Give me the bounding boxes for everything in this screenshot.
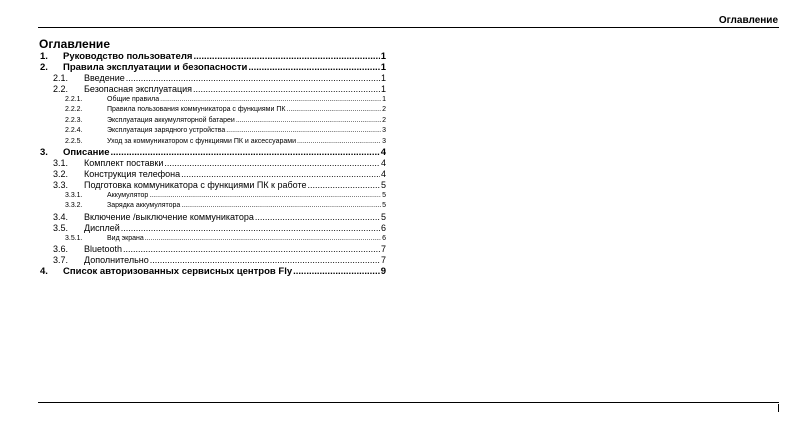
- toc-entry-number: 2.2.: [53, 84, 69, 94]
- toc-entry-page: 4: [380, 147, 386, 159]
- toc-entry-page: 4: [380, 158, 386, 169]
- toc-entry-title: Безопасная эксплуатация: [84, 84, 193, 94]
- header-divider: [38, 27, 779, 28]
- toc-entry-title: Дополнительно: [84, 255, 149, 266]
- toc-entry-number: 2.2.4.: [65, 127, 83, 135]
- toc-entry-page: 2: [382, 106, 386, 114]
- toc-entry-number: 3.5.: [53, 222, 69, 233]
- toc-entry[interactable]: [39, 116, 386, 126]
- toc-heading: Оглавление: [39, 37, 110, 51]
- toc-entry-page: 1: [380, 62, 386, 73]
- toc-entry-number: 3.6.: [53, 244, 69, 255]
- toc-entry-page: 1: [382, 96, 386, 103]
- toc-entry-page: 1: [380, 84, 386, 94]
- toc-entry-page: 5: [382, 202, 386, 210]
- toc-entry-number: 2.2.3.: [65, 116, 83, 124]
- toc-entry-number: 3.3.1.: [65, 192, 83, 200]
- toc-entry-title: Bluetooth: [84, 244, 123, 255]
- toc-entry-number: 3.4.: [53, 211, 69, 222]
- toc-entry[interactable]: [39, 255, 386, 266]
- toc-dot-leader: [123, 244, 380, 255]
- toc-entry[interactable]: [39, 137, 386, 147]
- toc-entry[interactable]: [39, 191, 386, 201]
- toc-entry-number: 3.3.2.: [65, 202, 83, 210]
- toc-entry[interactable]: [39, 105, 386, 115]
- toc-entry-page: 3: [382, 127, 386, 135]
- toc-entry-title: Аккумулятор: [107, 192, 149, 200]
- toc-entry-page: 6: [382, 234, 386, 242]
- toc-entry-title: Включение /выключение коммуникатора: [84, 211, 254, 222]
- toc-entry-page: 1: [380, 73, 386, 83]
- toc-entry[interactable]: [39, 180, 386, 191]
- toc-entry[interactable]: [39, 266, 386, 277]
- toc-dot-leader: [111, 147, 380, 158]
- toc-entry-title: Зарядка аккумулятора: [107, 202, 181, 210]
- toc-entry-page: 7: [380, 244, 386, 255]
- toc-entry-title: Конструкция телефона: [84, 169, 181, 180]
- toc-entry-number: 4.: [40, 266, 48, 278]
- toc-entry[interactable]: [39, 201, 386, 211]
- toc-entry-title: Эксплуатация аккумуляторной батареи: [107, 116, 235, 124]
- toc-entry-number: 3.: [40, 147, 48, 159]
- toc-entry-number: 2.: [40, 62, 48, 73]
- toc-entry-number: 3.1.: [53, 158, 69, 169]
- toc-dot-leader: [181, 169, 380, 180]
- toc-entry-title: Комплект поставки: [84, 158, 164, 169]
- toc-entry[interactable]: [39, 51, 386, 62]
- toc-entry-title: Правила пользования коммуникатора с функциями ПК: [107, 106, 286, 114]
- table-of-contents: [39, 51, 386, 277]
- toc-entry[interactable]: [39, 126, 386, 136]
- toc-entry-number: 3.2.: [53, 169, 69, 180]
- toc-dot-leader: [286, 105, 381, 115]
- toc-dot-leader: [236, 116, 381, 126]
- toc-entry[interactable]: [39, 147, 386, 158]
- toc-entry-page: 1: [380, 51, 386, 62]
- toc-entry[interactable]: [39, 73, 386, 84]
- toc-entry-page: 7: [380, 255, 386, 266]
- toc-entry[interactable]: [39, 244, 386, 255]
- toc-entry-title: Руководство пользователя: [63, 51, 193, 62]
- toc-dot-leader: [193, 84, 380, 95]
- toc-entry-title: Общие правила: [107, 96, 160, 103]
- toc-dot-leader: [248, 62, 379, 73]
- toc-entry-number: 2.1.: [53, 73, 69, 83]
- toc-dot-leader: [126, 73, 380, 84]
- toc-entry-number: 1.: [40, 51, 48, 62]
- toc-entry[interactable]: [39, 169, 386, 180]
- toc-entry[interactable]: [39, 62, 386, 73]
- toc-entry-title: Описание: [63, 147, 110, 159]
- toc-entry[interactable]: [39, 212, 386, 223]
- toc-entry-page: 5: [380, 211, 386, 222]
- toc-entry-page: 5: [380, 180, 386, 191]
- toc-dot-leader: [193, 51, 379, 62]
- toc-entry[interactable]: [39, 84, 386, 95]
- toc-entry-page: 9: [380, 266, 386, 278]
- toc-entry-page: 3: [382, 137, 386, 145]
- toc-entry-number: 2.2.1.: [65, 96, 83, 103]
- toc-entry-page: 6: [380, 222, 386, 233]
- toc-dot-leader: [160, 95, 381, 105]
- toc-dot-leader: [226, 126, 381, 136]
- toc-entry-page: 5: [382, 192, 386, 200]
- toc-entry[interactable]: [39, 158, 386, 169]
- toc-entry[interactable]: [39, 223, 386, 234]
- toc-entry-number: 2.2.2.: [65, 106, 83, 114]
- toc-entry-title: Подготовка коммуникатора с функциями ПК к работе: [84, 180, 307, 191]
- toc-dot-leader: [297, 137, 381, 147]
- toc-entry-page: 4: [380, 169, 386, 180]
- toc-dot-leader: [181, 201, 381, 211]
- toc-dot-leader: [150, 255, 380, 266]
- toc-entry[interactable]: [39, 95, 386, 105]
- toc-dot-leader: [293, 266, 380, 277]
- toc-entry-number: 3.7.: [53, 255, 69, 266]
- toc-entry-title: Эксплуатация зарядного устройства: [107, 127, 226, 135]
- toc-dot-leader: [145, 234, 381, 244]
- toc-entry-title: Дисплей: [84, 222, 120, 233]
- toc-entry-number: 2.2.5.: [65, 137, 83, 145]
- toc-entry[interactable]: [39, 234, 386, 244]
- toc-entry-page: 2: [382, 116, 386, 124]
- toc-dot-leader: [121, 223, 380, 234]
- toc-entry-number: 3.5.1.: [65, 234, 83, 242]
- header-title: Оглавление: [718, 15, 778, 26]
- toc-entry-title: Уход за коммуникатором с функциями ПК и аксессуарами: [107, 137, 296, 145]
- toc-dot-leader: [255, 212, 380, 223]
- toc-entry-title: Правила эксплуатации и безопасности: [63, 62, 248, 73]
- toc-entry-title: Вид экрана: [107, 234, 144, 242]
- toc-entry-number: 3.3.: [53, 180, 69, 191]
- footer-page-marker: [778, 404, 779, 412]
- toc-entry-title: Список авторизованных сервисных центров Fly: [63, 266, 293, 278]
- toc-dot-leader: [308, 180, 380, 191]
- toc-dot-leader: [164, 158, 380, 169]
- toc-dot-leader: [149, 191, 381, 201]
- toc-entry-title: Введение: [84, 73, 125, 83]
- footer-divider: [38, 402, 779, 403]
